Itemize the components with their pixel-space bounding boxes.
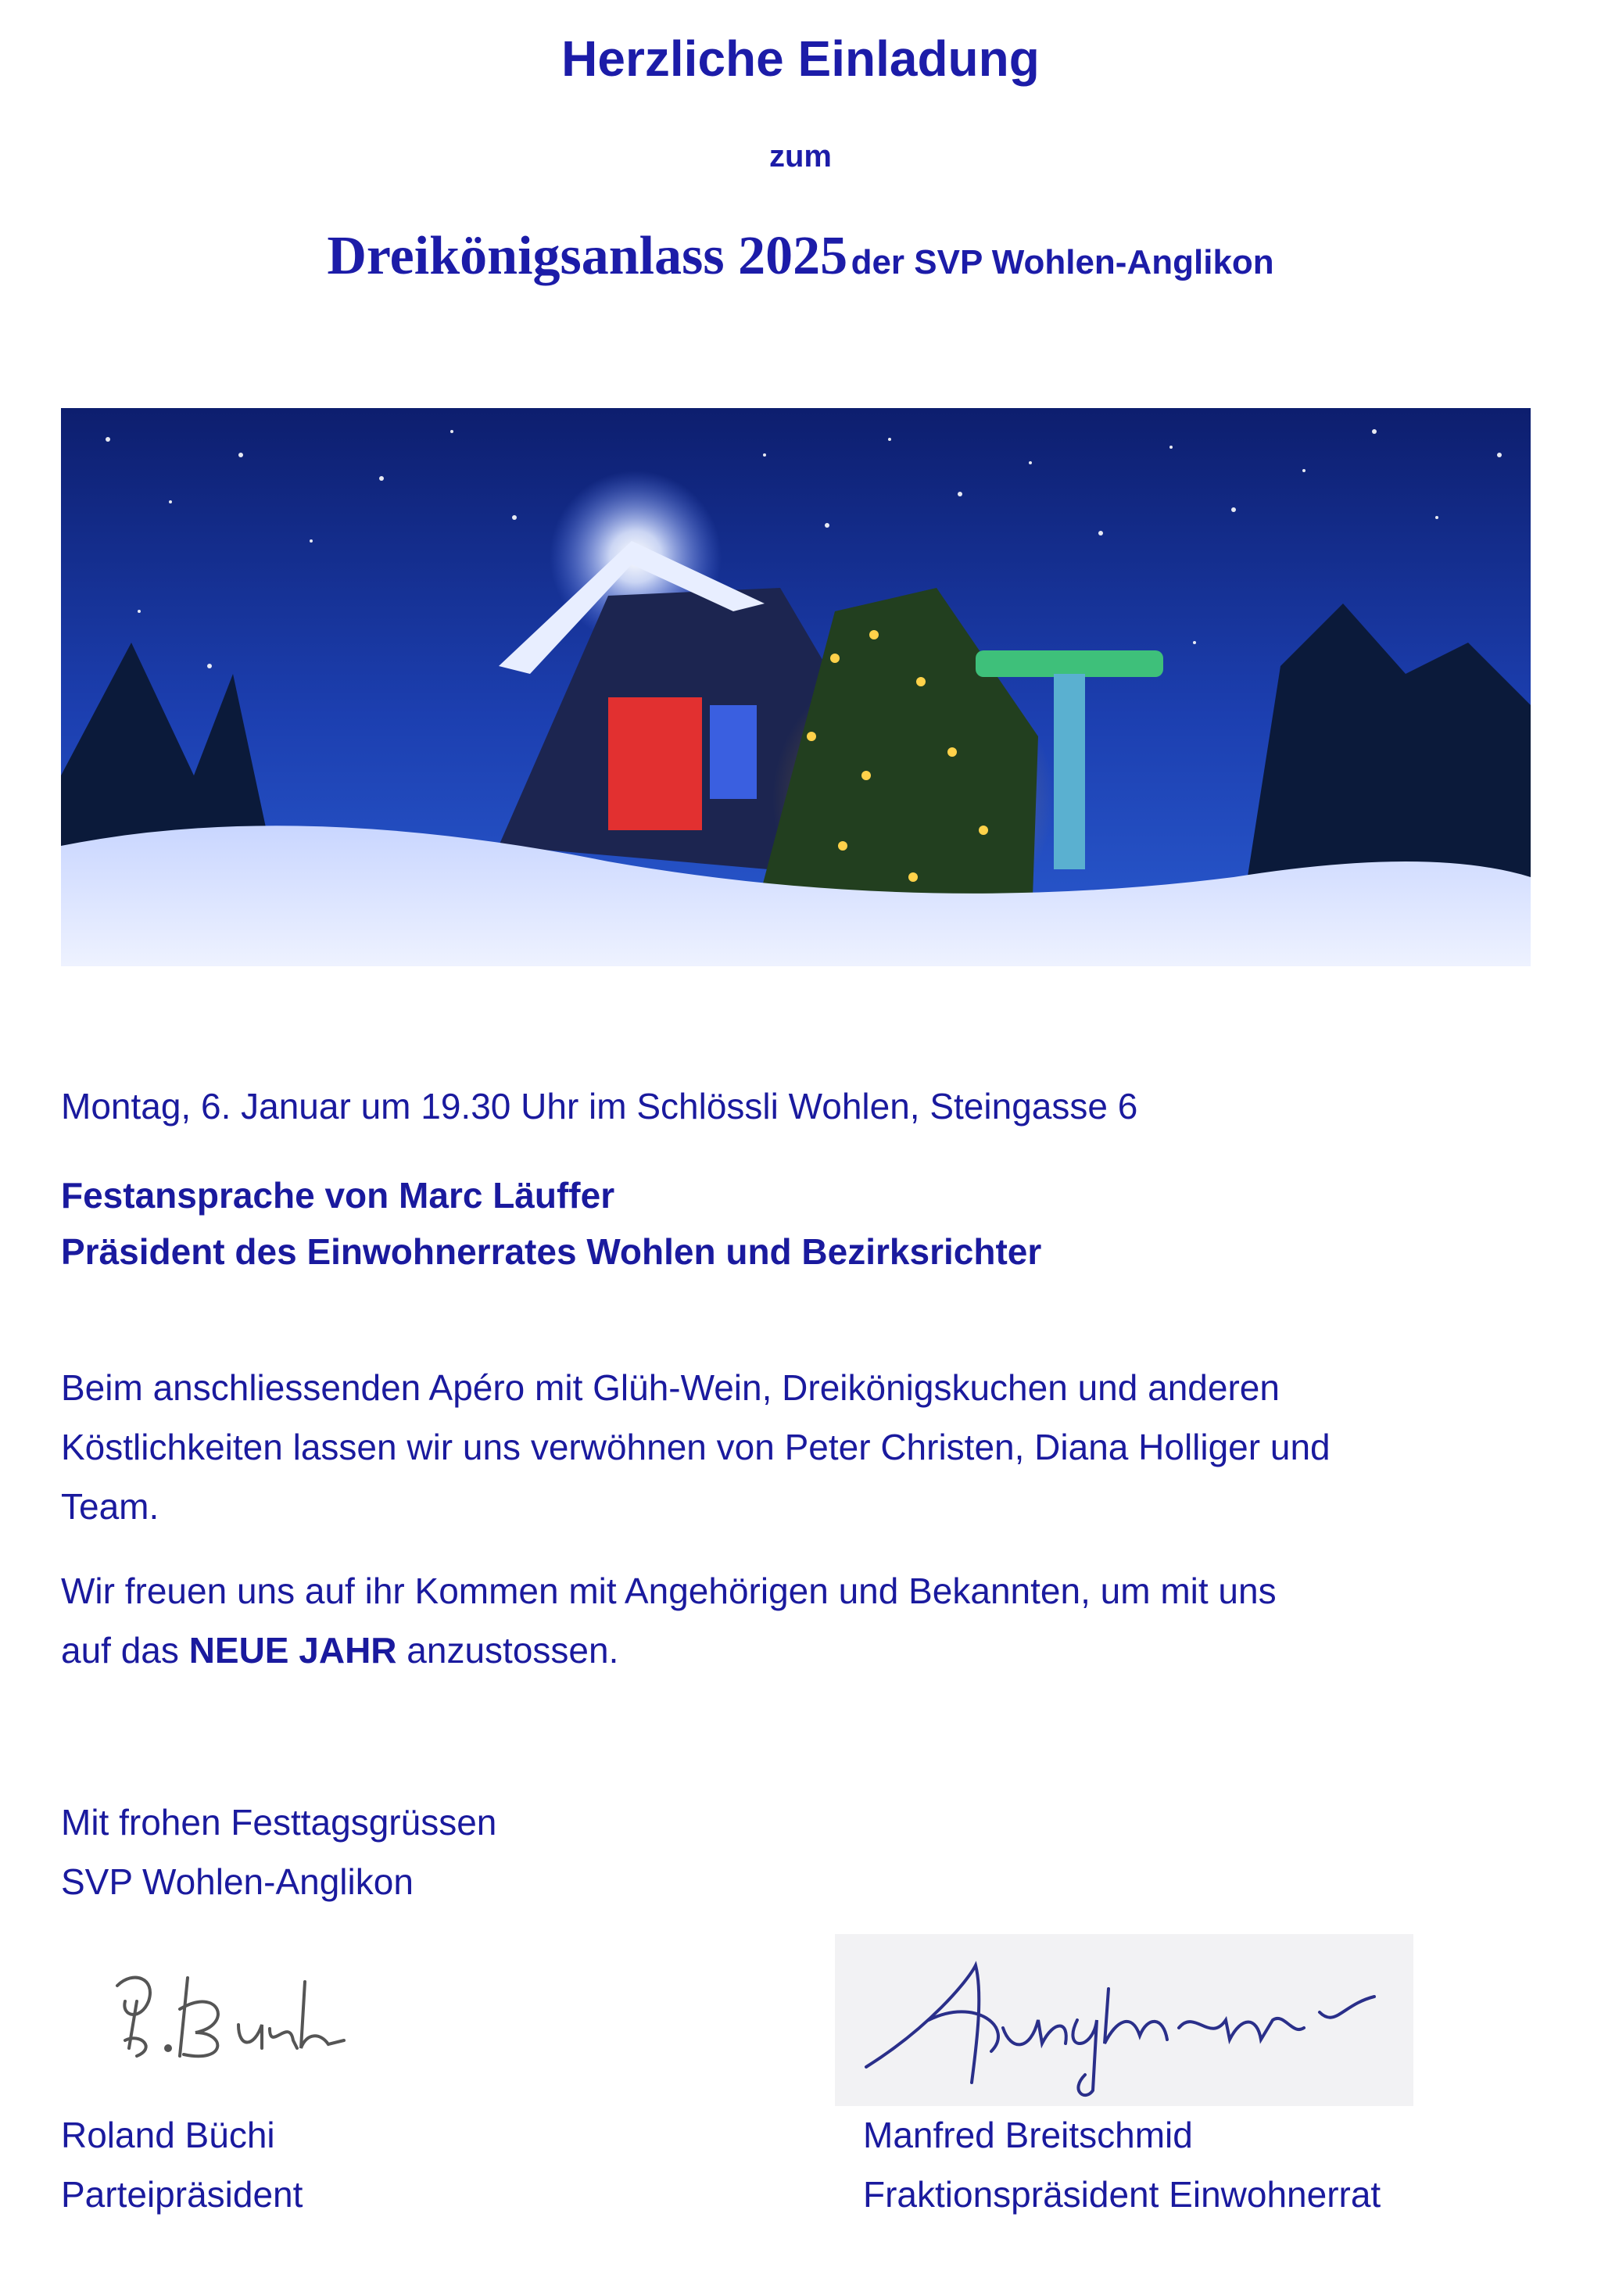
welcome-post: anzustossen.: [396, 1630, 619, 1671]
welcome-line-2: [61, 1620, 1546, 1681]
winter-night-photo: [61, 408, 1531, 966]
signature-roland-buechi: [102, 1954, 360, 2072]
apero-line-1: Beim anschliessenden Apéro mit Glüh-Wein, Dreikönigskuchen und anderen: [61, 1367, 1280, 1408]
event-name: Dreikönigsanlass 2025: [327, 226, 848, 286]
speech-speaker: Festansprache von Marc Läuffer: [61, 1175, 615, 1216]
signature-manfred-breitschmid: [835, 1934, 1413, 2106]
welcome-pre: auf das: [61, 1630, 189, 1671]
signatory-2-role: Fraktionspräsident Einwohnerrat: [863, 2174, 1381, 2215]
zum-label: zum: [769, 139, 832, 174]
neue-jahr-emphasis: NEUE JAHR: [188, 1630, 397, 1671]
event-heading: [0, 225, 1601, 288]
invitation-title: Herzliche Einladung: [561, 30, 1040, 87]
event-date-location: Montag, 6. Januar um 19.30 Uhr im Schlössli Wohlen, Steingasse 6: [61, 1086, 1138, 1127]
signatory-1-role: Parteipräsident: [61, 2174, 303, 2215]
apero-line-3: Team.: [61, 1486, 159, 1527]
event-organizer: der SVP Wohlen-Anglikon: [851, 243, 1274, 281]
signatory-1-name: Roland Büchi: [61, 2115, 275, 2155]
welcome-line-1: Wir freuen uns auf ihr Kommen mit Angehörigen und Bekannten, um mit uns: [61, 1571, 1277, 1611]
closing-greeting: Mit frohen Festtagsgrüssen: [61, 1802, 497, 1843]
signatory-2-name: Manfred Breitschmid: [863, 2115, 1193, 2155]
speaker-title: Präsident des Einwohnerrates Wohlen und Bezirksrichter: [61, 1231, 1042, 1272]
apero-line-2: Köstlichkeiten lassen wir uns verwöhnen von Peter Christen, Diana Holliger und: [61, 1427, 1331, 1467]
closing-organization: SVP Wohlen-Anglikon: [61, 1861, 414, 1902]
